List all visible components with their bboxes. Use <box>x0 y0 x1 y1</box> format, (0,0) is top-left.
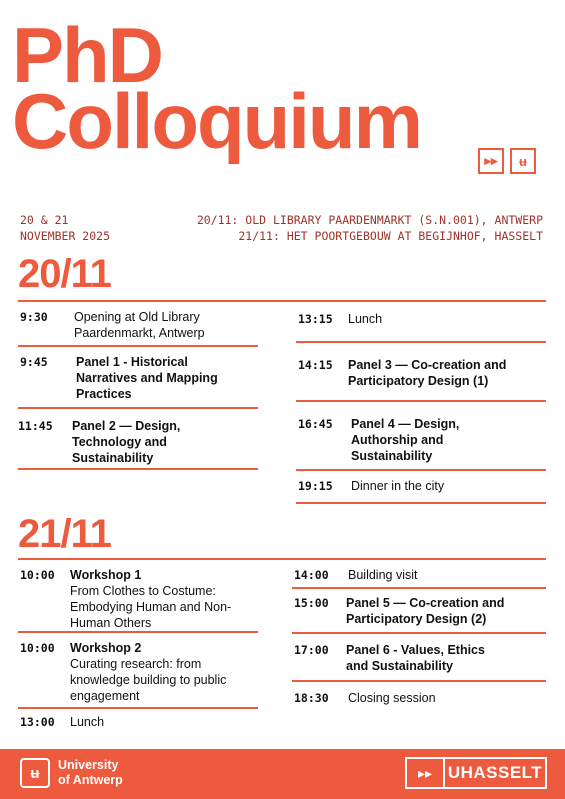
item-line: Participatory Design (2) <box>346 612 487 626</box>
item-line: Practices <box>76 387 132 401</box>
item-text <box>70 640 226 704</box>
schedule-item <box>20 640 226 704</box>
time-label: 10:00 <box>20 568 55 582</box>
venue-line-2: 21/11: HET POORTGEBOUW AT BEGIJNHOF, HASSELT <box>238 229 543 243</box>
time-label: 16:45 <box>298 417 333 431</box>
uhasselt-arrows-icon: ▸▸ <box>478 148 504 174</box>
university-antwerp-logo-icon: ʉ <box>510 148 536 174</box>
schedule-item <box>294 595 504 627</box>
day-1-heading: 20/11 <box>18 252 111 296</box>
item-text <box>70 567 231 631</box>
university-antwerp-logo-icon: ʉ <box>20 758 50 788</box>
item-line: and Sustainability <box>346 659 453 673</box>
item-divider <box>296 469 546 471</box>
schedule-item <box>18 418 180 466</box>
time-label: 9:45 <box>20 355 48 369</box>
item-divider <box>18 407 258 409</box>
item-line: Dinner in the city <box>351 479 445 493</box>
university-antwerp-name <box>58 758 123 788</box>
item-divider <box>296 502 546 504</box>
item-line: Panel 4 — Design, <box>351 417 460 431</box>
time-label: 9:30 <box>20 310 48 324</box>
item-divider <box>18 631 258 633</box>
item-line: Narratives and Mapping <box>76 371 218 385</box>
schedule-item <box>298 478 444 494</box>
uhasselt-arrows-icon: ▸▸ <box>407 759 445 787</box>
time-label: 13:15 <box>298 312 333 326</box>
item-line: From Clothes to Costume: <box>70 584 216 598</box>
item-line: Panel 2 — Design, <box>72 419 181 433</box>
schedule-item <box>298 357 506 389</box>
item-text <box>348 690 436 706</box>
item-line: Sustainability <box>351 449 433 463</box>
time-label: 10:00 <box>20 641 55 655</box>
item-text <box>346 642 485 674</box>
item-text <box>351 416 459 464</box>
time-label: 15:00 <box>294 596 329 610</box>
schedule-item <box>20 354 218 402</box>
item-text <box>74 309 205 341</box>
item-line: Panel 3 — Co-creation and <box>348 358 507 372</box>
item-line: Panel 6 - Values, Ethics <box>346 643 485 657</box>
dates-line-2: NOVEMBER 2025 <box>20 229 111 243</box>
item-text <box>346 595 504 627</box>
event-venues <box>197 212 543 244</box>
item-line: Panel 1 - Historical <box>76 355 188 369</box>
item-line: Panel 5 — Co-creation and <box>346 596 505 610</box>
time-label: 17:00 <box>294 643 329 657</box>
item-text <box>72 418 180 466</box>
ua-name-line: of Antwerp <box>58 773 123 787</box>
item-line: Building visit <box>348 568 418 582</box>
time-label: 19:15 <box>298 479 333 493</box>
item-line: Sustainability <box>72 451 154 465</box>
time-label: 18:30 <box>294 691 329 705</box>
item-text <box>348 311 382 327</box>
item-text <box>70 714 104 730</box>
item-divider <box>292 680 546 682</box>
page-title <box>12 11 421 165</box>
item-line: Lunch <box>70 715 105 729</box>
item-line: Paardenmarkt, Antwerp <box>74 326 205 340</box>
title-line-2: Colloquium <box>12 77 421 165</box>
item-text <box>348 357 506 389</box>
day-2-divider <box>18 558 546 560</box>
schedule-item <box>294 690 436 706</box>
day-1-divider <box>18 300 546 302</box>
item-divider <box>292 587 546 589</box>
item-line: Human Others <box>70 616 152 630</box>
item-text <box>348 567 417 583</box>
item-line: Lunch <box>348 312 383 326</box>
title-line-1: PhD <box>12 11 162 99</box>
dates-line-1: 20 & 21 <box>20 213 69 227</box>
item-divider <box>18 707 258 709</box>
footer-bar <box>0 749 565 799</box>
item-line: knowledge building to public <box>70 673 227 687</box>
item-line: Curating research: from <box>70 657 202 671</box>
uhasselt-logo <box>405 757 547 789</box>
item-line: engagement <box>70 689 140 703</box>
item-line: Technology and <box>72 435 167 449</box>
schedule-item <box>294 567 417 583</box>
day-2-heading: 21/11 <box>18 512 111 556</box>
time-label: 13:00 <box>20 715 55 729</box>
item-divider <box>296 341 546 343</box>
venue-line-1: 20/11: OLD LIBRARY PAARDENMARKT (S.N.001), ANTWERP <box>196 213 543 227</box>
item-divider <box>18 345 258 347</box>
schedule-item <box>20 567 231 631</box>
item-line: Authorship and <box>351 433 444 447</box>
time-label: 14:15 <box>298 358 333 372</box>
item-line: Opening at Old Library <box>74 310 200 324</box>
item-divider <box>292 632 546 634</box>
uhasselt-name: UHASSELT <box>447 763 543 782</box>
time-label: 14:00 <box>294 568 329 582</box>
schedule-item <box>20 714 104 730</box>
item-divider <box>18 468 258 470</box>
item-line: Closing session <box>348 691 436 705</box>
ua-name-line: University <box>58 758 119 772</box>
event-dates <box>20 212 110 244</box>
item-line: Embodying Human and Non- <box>70 600 232 614</box>
schedule-item <box>298 311 382 327</box>
item-divider <box>296 400 546 402</box>
item-title: Workshop 2 <box>70 641 142 655</box>
schedule-item <box>294 642 485 674</box>
item-text <box>351 478 444 494</box>
item-text <box>76 354 218 402</box>
schedule-item <box>298 416 459 464</box>
item-line: Participatory Design (1) <box>348 374 489 388</box>
item-title: Workshop 1 <box>70 568 142 582</box>
time-label: 11:45 <box>18 419 53 433</box>
schedule-item <box>20 309 205 341</box>
